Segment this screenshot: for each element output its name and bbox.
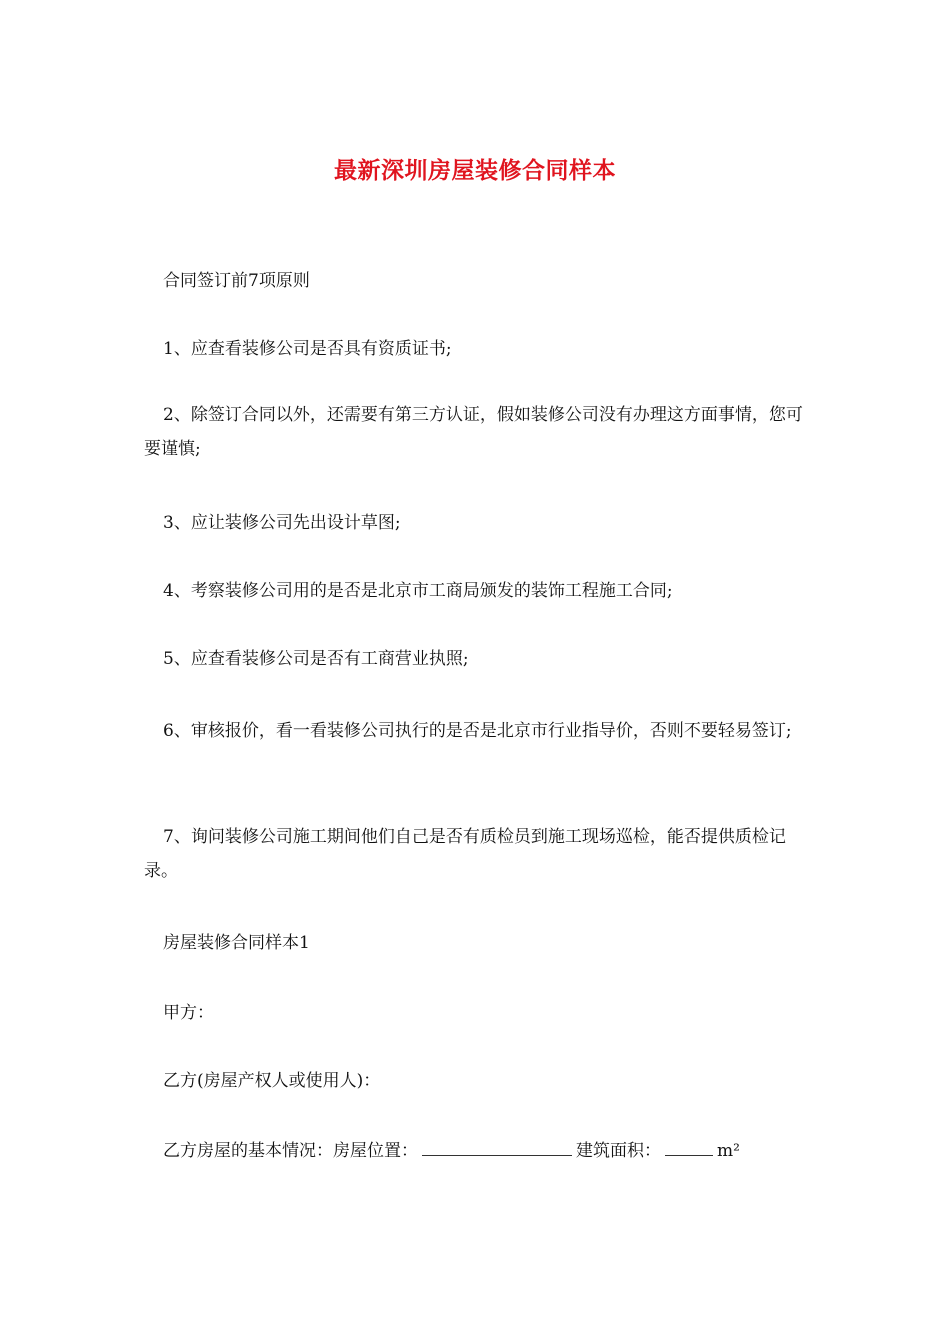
house-basic-info-line <box>144 1134 812 1168</box>
party-b-line: 乙方(房屋产权人或使用人)： <box>163 1071 381 1091</box>
principle-item-5: 5、应查看装修公司是否有工商营业执照; <box>163 649 469 669</box>
principle-item-2: 2、除签订合同以外，还需要有第三方认证，假如装修公司没有办理这方面事情，您可要谨慎; <box>144 405 803 459</box>
house-location-blank <box>422 1135 572 1156</box>
principle-item-1: 1、应查看装修公司是否具有资质证书; <box>163 339 452 359</box>
building-area-label: 建筑面积： <box>576 1141 661 1161</box>
document-title: 最新深圳房屋装修合同样本 <box>334 157 616 184</box>
party-a-line: 甲方： <box>163 1003 214 1023</box>
area-unit: m² <box>717 1141 740 1161</box>
principle-item-7: 7、询问装修公司施工期间他们自己是否有质检员到施工现场巡检，能否提供质检记录。 <box>144 827 786 881</box>
principle-item-3: 3、应让装修公司先出设计草图; <box>163 513 401 533</box>
principle-item-4: 4、考察装修公司用的是否是北京市工商局颁发的装饰工程施工合同; <box>163 581 673 601</box>
principle-item-6: 6、审核报价，看一看装修公司执行的是否是北京市行业指导价，否则不要轻易签订; <box>163 721 792 741</box>
building-area-blank <box>665 1135 713 1156</box>
house-basic-info-label: 乙方房屋的基本情况：房屋位置： <box>163 1141 418 1161</box>
section-heading-principles: 合同签订前7项原则 <box>163 271 310 291</box>
section-heading-sample-1: 房屋装修合同样本1 <box>163 933 310 953</box>
